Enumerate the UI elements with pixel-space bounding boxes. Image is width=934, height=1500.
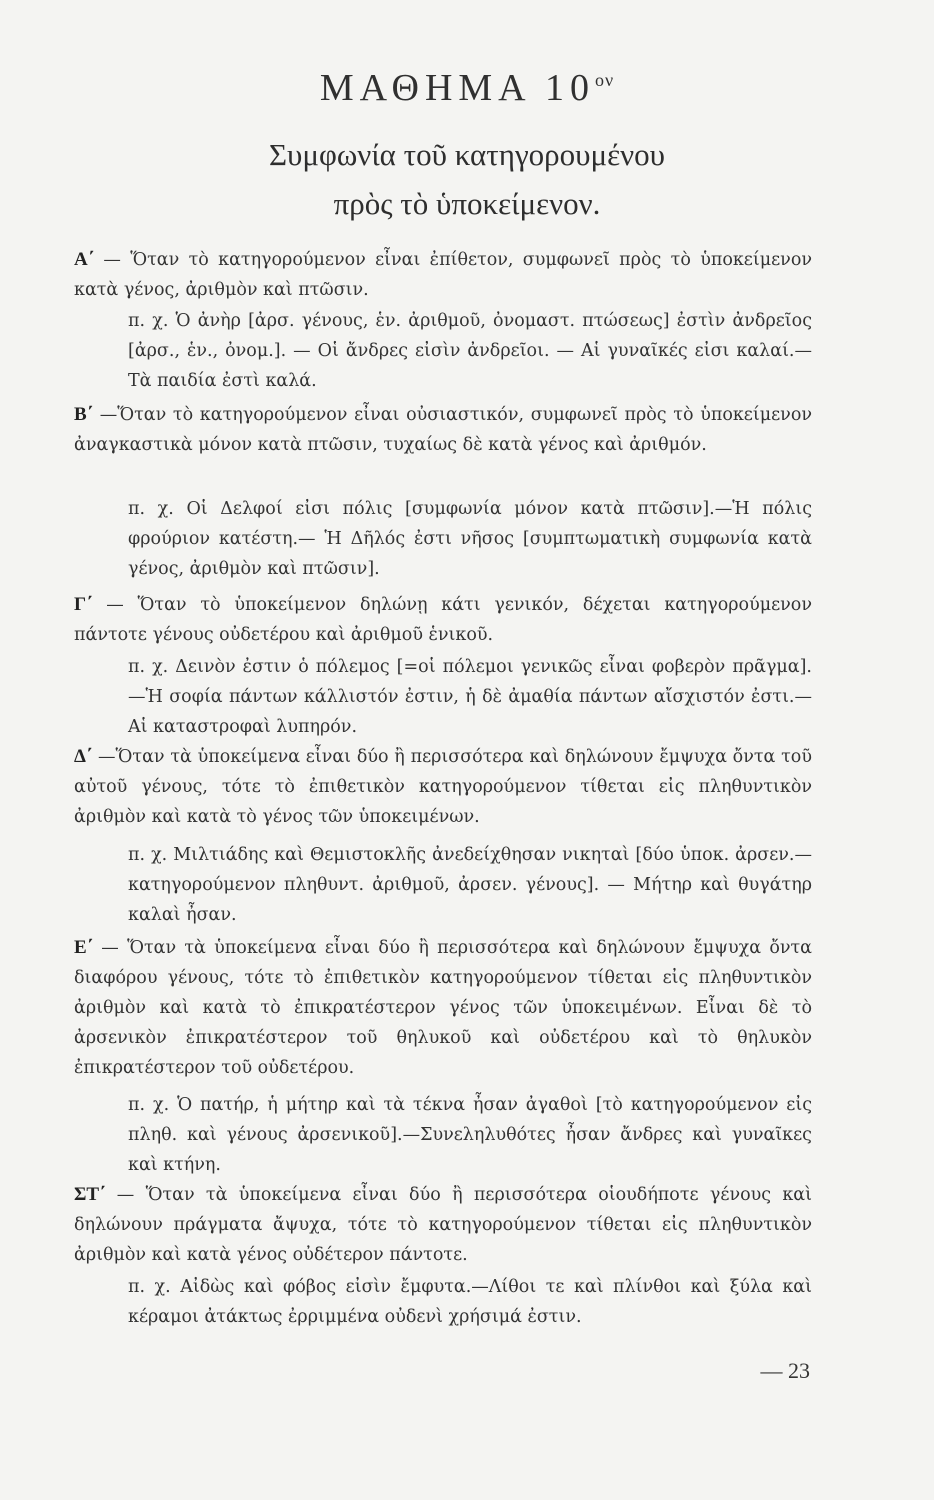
- rule-e-example: π. χ. Ὁ πατήρ, ἡ μήτηρ καὶ τὰ τέκνα ἦσαν ἀγαθοὶ [τὸ κατηγορούμενον εἰς πληθ. καὶ γένους ἀρσενικοῦ].—Συνεληλυθότες ἦσαν ἄνδρες καὶ γυναῖκες καὶ κτήνη.: [128, 1095, 812, 1175]
- rule-a-example: π. χ. Ὁ ἀνὴρ [ἀρσ. γένους, ἑν. ἀριθμοῦ, ὀνομαστ. πτώσεως] ἐστὶν ἀνδρεῖος [ἀρσ., ἑν., ὀνομ.]. — Οἱ ἄνδρες εἰσὶν ἀνδρεῖοι. — Αἱ γυναῖκές εἰσι καλαί.—Τὰ παιδία ἐστὶ καλά.: [128, 311, 812, 391]
- rule-e-label: Ε΄: [74, 937, 93, 958]
- rule-g-label: Γ΄: [74, 594, 93, 615]
- rule-e: [74, 933, 812, 1083]
- rule-st-example: π. χ. Αἰδὼς καὶ φόβος εἰσὶν ἔμφυτα.—Λίθοι τε καὶ πλίνθοι καὶ ξύλα καὶ κέραμοι ἀτάκτως ἐρριμμένα οὐδενὶ χρήσιμά ἐστιν.: [128, 1277, 812, 1327]
- subtitle-line-1: Συμφωνία τοῦ κατηγορουμένου: [269, 137, 665, 172]
- rule-st-label: ΣΤ΄: [74, 1184, 106, 1205]
- rule-g-example: π. χ. Δεινὸν ἐστιν ὁ πόλεμος [=οἱ πόλεμοι γενικῶς εἶναι φοβερὸν πρᾶγμα].—Ἡ σοφία πάντων κάλλιστόν ἐστιν, ἡ δὲ ἀμαθία πάντων αἴσχιστόν ἐστι.—Αἱ καταστροφαὶ λυπηρόν.: [128, 657, 812, 737]
- rule-g: [74, 590, 812, 650]
- rule-st-text: — Ὅταν τὰ ὑποκείμενα εἶναι δύο ἢ περισσότερα οἱουδήποτε γένους καὶ δηλώνουν πράγματα ἄψυχα, τότε τὸ κατηγορούμενον τίθεται εἰς πληθυντικὸν ἀριθμὸν καὶ κατὰ γένος οὐδέτερον πάντοτε.: [74, 1185, 812, 1265]
- rule-b-example: π. χ. Οἱ Δελφοί εἰσι πόλις [συμφωνία μόνον κατὰ πτῶσιν].—Ἡ πόλις φρούριον κατέστη.— Ἡ Δῆλός ἐστι νῆσος [συμπτωματικὴ συμφωνία κατὰ γένος, ἀριθμὸν καὶ πτῶσιν].: [128, 499, 812, 579]
- rule-d: [74, 742, 812, 832]
- rule-d-text: —Ὅταν τὰ ὑποκείμενα εἶναι δύο ἢ περισσότερα καὶ δηλώνουν ἔμψυχα ὄντα τοῦ αὐτοῦ γένους, τότε τὸ ἐπιθετικὸν κατηγορούμενον τίθεται εἰς πληθυντικὸν ἀριθμὸν καὶ κατὰ τὸ γένος τῶν ὑποκειμένων.: [74, 747, 812, 827]
- subtitle-line-2: πρὸς τὸ ὑποκείμενον.: [333, 186, 601, 221]
- rule-st: [74, 1180, 812, 1270]
- rule-b-text: —Ὅταν τὸ κατηγορούμενον εἶναι οὐσιαστικόν, συμφωνεῖ πρὸς τὸ ὑποκείμενον ἀναγκαστικὰ μόνον κατὰ πτῶσιν, τυχαίως δὲ κατὰ γένος καὶ ἀριθμόν.: [74, 405, 812, 455]
- lesson-title-text: ΜΑΘΗΜΑ 10: [319, 67, 596, 109]
- rule-a: [74, 245, 812, 305]
- rule-a-text: — Ὅταν τὸ κατηγορούμενον εἶναι ἐπίθετον, συμφωνεῖ πρὸς τὸ ὑποκείμενον κατὰ γένος, ἀριθμὸν καὶ πτῶσιν.: [74, 250, 812, 300]
- rule-e-text: — Ὅταν τὰ ὑποκείμενα εἶναι δύο ἢ περισσότερα καὶ δηλώνουν ἔμψυχα ὄντα διαφόρου γένους, τότε τὸ ἐπιθετικὸν κατηγορούμενον τίθεται εἰς πληθυντικὸν ἀριθμὸν καὶ κατὰ τὸ ἐπικρατέστερον γένος τῶν ὑποκειμένων. Εἶναι δὲ τὸ ἀρσενικὸν ἐπικρατέστερον τοῦ θηλυκοῦ καὶ οὐδετέρου καὶ τὸ θηλυκὸν ἐπικρατέστερον τοῦ οὐδετέρου.: [74, 938, 812, 1078]
- rule-d-example: π. χ. Μιλτιάδης καὶ Θεμιστοκλῆς ἀνεδείχθησαν νικηταὶ [δύο ὑποκ. ἀρσεν.—κατηγορούμενον πληθυντ. ἀριθμοῦ, ἀρσεν. γένους]. — Μήτηρ καὶ θυγάτηρ καλαὶ ἦσαν.: [128, 845, 812, 925]
- rule-g-text: — Ὅταν τὸ ὑποκείμενον δηλώνῃ κάτι γενικόν, δέχεται κατηγορούμενον πάντοτε γένους οὐδετέρου καὶ ἀριθμοῦ ἑνικοῦ.: [74, 595, 812, 645]
- rule-b-label: Β΄: [74, 404, 93, 425]
- rule-d-label: Δ΄: [74, 746, 93, 767]
- rule-b: [74, 400, 812, 460]
- page-number: — 23: [760, 1358, 810, 1383]
- lesson-title: [0, 66, 934, 110]
- lesson-title-sup: ον: [595, 70, 615, 90]
- rule-a-label: Α΄: [74, 249, 95, 270]
